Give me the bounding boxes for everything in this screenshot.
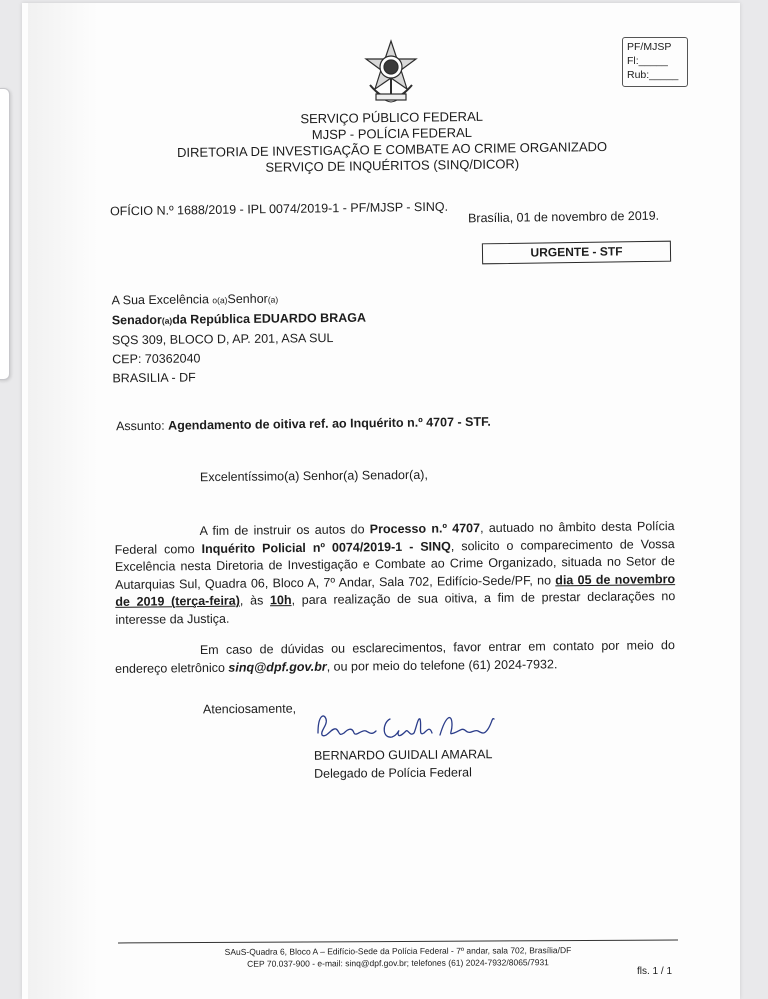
stamp-line-1: PF/MJSP: [627, 41, 672, 53]
page-number: fls. 1 / 1: [637, 966, 673, 977]
scan-margin-shadow: [28, 3, 98, 999]
stamp-line-2: Fl:_____: [627, 55, 668, 67]
footer-divider: [118, 940, 678, 944]
footer-address: [118, 944, 678, 971]
document-date: Brasília, 01 de novembro de 2019.: [467, 208, 660, 226]
signer-role: Delegado de Polícia Federal: [314, 765, 472, 781]
brazil-coat-of-arms-icon: [360, 39, 422, 105]
heading-line-4: SERVIÇO DE INQUÉRITOS (SINQ/DICOR): [265, 156, 520, 175]
document-heading: [172, 107, 613, 177]
addressee-intro-line: A Sua Excelência o(a)Senhor(a): [111, 291, 279, 308]
closing: Atenciosamente,: [202, 701, 297, 717]
addressee-name-line: Senador(a)da República EDUARDO BRAGA: [111, 310, 367, 328]
document-page: [22, 3, 740, 999]
footer-line-2: CEP 70.037-900 - e-mail: sinq@dpf.gov.br; telefones (61) 2024-7932/8065/7931: [247, 957, 549, 969]
addressee-street: SQS 309, BLOCO D, AP. 201, ASA SUL: [111, 331, 334, 348]
subject-line: Assunto: Agendamento de oitiva ref. ao Inquérito n.º 4707 - STF.: [115, 414, 491, 434]
stamp-line-3: Rub:_____: [627, 69, 679, 81]
oficio-number: OFÍCIO N.º 1688/2019 - IPL 0074/2019-1 - PF/MJSP - SINQ.: [109, 199, 449, 219]
footer-line-1: SAuS-Quadra 6, Bloco A – Edifício-Sede da Polícia Federal - 7º andar, sala 702, Brasília/DF: [224, 945, 572, 957]
heading-line-2: MJSP - POLÍCIA FEDERAL: [311, 124, 473, 143]
urgency-badge: URGENTE - STF: [482, 241, 671, 265]
handwritten-signature: [312, 705, 502, 745]
greeting: Excelentíssimo(a) Senhor(a) Senador(a),: [199, 467, 428, 485]
body-paragraph-1: A fim de instruir os autos do Processo n.º 4707, autuado no âmbito desta Polícia Federal como Inquérito Policial nº 0074/2019-1 - SINQ, solicito o comparecimento de Vossa Excelência nesta Diretoria de Investigação e Combate ao Crime Organizado, situada no Setor de Autarquias Sul, Quadra 06, Bloco A, 7º Andar, Sala 702, Edifício-Sede/PF, no dia 05 de novembro de 2019 (terça-feira), às 10h, para realização de sua oitiva, a fim de prestar declarações no interesse da Justiça.: [114, 519, 676, 627]
addressee-city: BRASILIA - DF: [112, 370, 196, 386]
heading-line-3: DIRETORIA DE INVESTIGAÇÃO E COMBATE AO CRIME ORGANIZADO: [177, 138, 608, 161]
addressee-block: [111, 289, 366, 389]
body-paragraph-2: Em caso de dúvidas ou esclarecimentos, favor entrar em contato por meio do endereço eletrônico sinq@dpf.gov.br, ou por meio do telefone (61) 2024-7932.: [115, 638, 675, 676]
signer-block: [314, 745, 493, 783]
protocol-stamp: [622, 37, 688, 87]
signer-name: BERNARDO GUIDALI AMARAL: [313, 747, 493, 763]
addressee-cep: CEP: 70362040: [112, 351, 201, 367]
heading-line-1: SERVIÇO PÚBLICO FEDERAL: [300, 108, 484, 127]
side-panel-tab[interactable]: [0, 88, 10, 380]
